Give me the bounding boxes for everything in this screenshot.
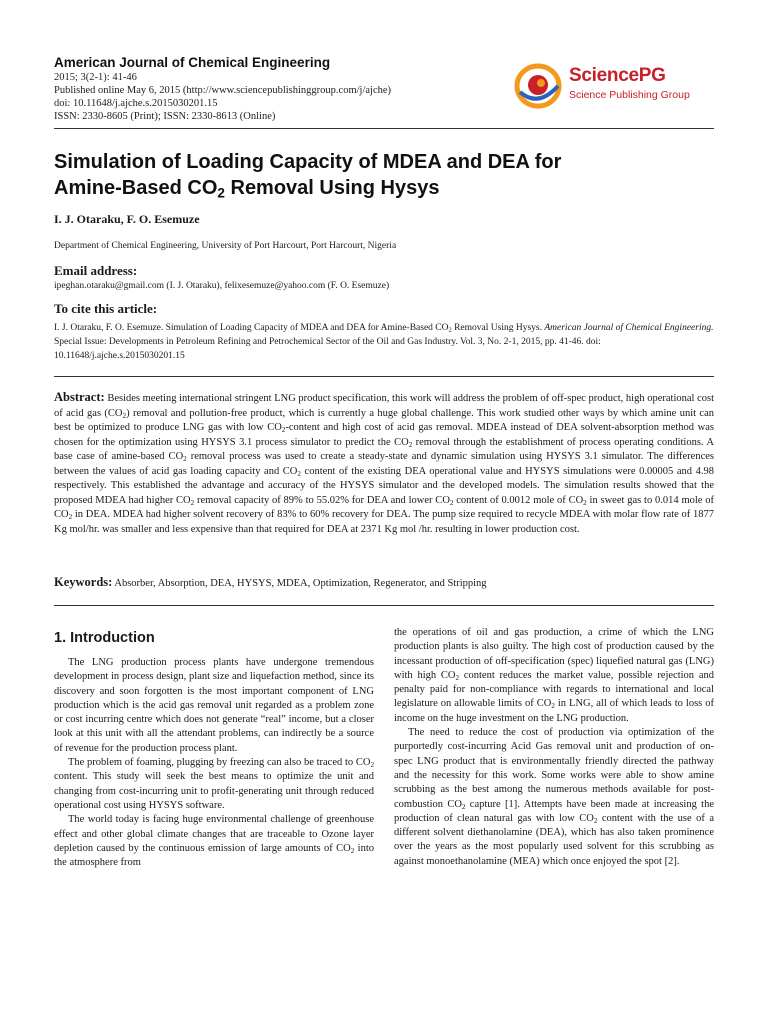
right-column: [394, 626, 714, 869]
sciencepg-logo-icon: [514, 62, 564, 110]
left-column: [54, 630, 374, 870]
paragraph: The LNG production process plants have undergone tremendous development in process design, plant size and liquefaction method, since its discovery and soon forgotten is the most important component of LNG production which is the acid gas removal unit regarded as a problem zone or cost incurring centre which does not generate “real” income, but a closer look at this unit with all the attendant problems, can indirectly be a source of revenue for the production process plant.: [54, 657, 374, 754]
issue-line: 2015; 3(2-1): 41-46: [54, 72, 137, 83]
article-title: [54, 149, 714, 201]
paragraph: The need to reduce the cost of production via optimization of the purportedly cost-incurring Acid Gas removal unit and production of on-spec LNG product that is environmentally friendly directed the pathway and the necessity for this work. Some works were able to show amine scrubbing as the best among the numerous methods available for post-combustion $CO_2$ capture [1]. Attempts have been made at increasing the production of clean natural gas with low $CO_2$ content with the use of a different solvent diethanolamine (DEA), which has also taken prominence over the years as the most popularly used solvent for this scrubbing as against monoethanolamine (MEA) which once enjoyed the spot [2].: [394, 727, 714, 867]
citation-journal: American Journal of Chemical Engineering.: [544, 323, 714, 333]
paragraph: the operations of oil and gas production, a crime of which the LNG production plants is also guilty. The high cost of production caused by the incessant production of off-specification (spec) liquefied natural gas (LNG) with high $CO_2$ content reduces the market value, possible rejection and penalty paid for non-compliance with regards to international and local legislature on allowable limits of $CO_2$ in LNG, all of which leads to loss of income on the huge investment on the LNG production.: [394, 627, 714, 724]
journal-name: American Journal of Chemical Engineering: [54, 55, 331, 70]
keywords: Keywords: Absorber, Absorption, DEA, HYSYS, MDEA, Optimization, Regenerator, and Stripping: [54, 575, 487, 589]
abstract-bottom-divider: [54, 605, 714, 606]
abstract: Abstract: Besides meeting international stringent LNG product specification, this work will address the problem of off-spec product, high operational cost of acid gas $(CO_2)$ removal and pollution-free product, which is currently a huge global challenge. This work studied other ways by which amine unit can best be optimized to produce LNG gas with low $CO_2$-content and high cost of acid gas removal. MDEA instead of DEA solvent-absorption method was chosen for the optimization using HYSYS 3.1 process simulator to predict the $CO_2$ removal through the establishment of process operating conditions. A base case of amine-based $CO_2$ removal process was used to create a steady-state and dynamic simulation using HYSYS 3.1 simulator. The differences between the values of acid gas loading capacity and $CO_2$ content of the existing DEA operational value and HYSYS simulations were 0.00005 and 4.98 respectively. This established the advantage and accuracy of the HYSYS simulator and the developed models. The simulation results showed that the proposed MDEA had higher $CO_2$ removal capacity of 89% to 55.02% for DEA and lower $CO_2$ content of 0.0012 mole of $CO_2$ in sweet gas to 0.014 mole of $CO_2$ in DEA. MDEA had higher solvent recovery of 83% to 60% recovery for DEA. The pump size required to recycle MDEA with molar flow rate of 1877 Kg mol/hr. was smaller and less expensive than that required for DEA at 2371 Kg mol /hr. resulting in lower production cost.: [54, 390, 714, 535]
doi-line[interactable]: doi: 10.11648/j.ajche.s.2015030201.15: [54, 98, 218, 109]
title-line-1: Simulation of Loading Capacity of MDEA and DEA for: [54, 151, 562, 173]
keywords-label: Keywords:: [54, 575, 113, 589]
logo-brand: SciencePG: [569, 65, 666, 86]
publisher-logo: [514, 62, 714, 110]
email-addresses[interactable]: ipeghan.otaraku@gmail.com (I. J. Otaraku), felixesemuze@yahoo.com (F. O. Esemuze): [54, 281, 390, 291]
email-heading: Email address:: [54, 263, 138, 278]
citation: I. J. Otaraku, F. O. Esemuze. Simulation of Loading Capacity of MDEA and DEA for Amine-Based $CO_2$ Removal Using Hysys. American Journal of Chemical Engineering. Special Issue: Developments in Petroleum Refining and Petrochemical Sector of the Oil and Gas Industry. Vol. 3, No. 2-1, 2015, pp. 41-46. doi: 10.11648/j.ajche.s.2015030201.15: [54, 323, 714, 361]
authors: I. J. Otaraku, F. O. Esemuze: [54, 212, 200, 226]
abstract-top-divider: [54, 376, 714, 377]
journal-meta: [54, 71, 391, 123]
abstract-label: Abstract:: [54, 390, 105, 404]
published-line[interactable]: Published online May 6, 2015 (http://www.sciencepublishinggroup.com/j/ajche): [54, 85, 392, 96]
title-line-2: Amine-Based $CO_2$ Removal Using Hysys: [54, 177, 440, 201]
paragraph: The world today is facing huge environmental challenge of greenhouse effect and other global climate changes that are traceable to Ozone layer depletion caused by the continuous emission of large amounts of $CO_2$ into the atmosphere from: [54, 814, 374, 869]
cite-heading: To cite this article:: [54, 301, 158, 316]
issn-line: ISSN: 2330-8605 (Print); ISSN: 2330-8613 (Online): [54, 111, 276, 122]
header-divider: [54, 128, 714, 129]
paragraph: The problem of foaming, plugging by freezing can also be traced to $CO_2$ content. This study will seek the best means to optimize the unit and changing from cost-incurring unit to profit-generating unit through reduced operational cost using HYSYS software.: [54, 757, 374, 811]
logo-tagline: Science Publishing Group: [569, 89, 690, 101]
affiliation: Department of Chemical Engineering, University of Port Harcourt, Port Harcourt, Nigeria: [54, 241, 397, 251]
section-heading-introduction: 1. Introduction: [54, 630, 155, 646]
